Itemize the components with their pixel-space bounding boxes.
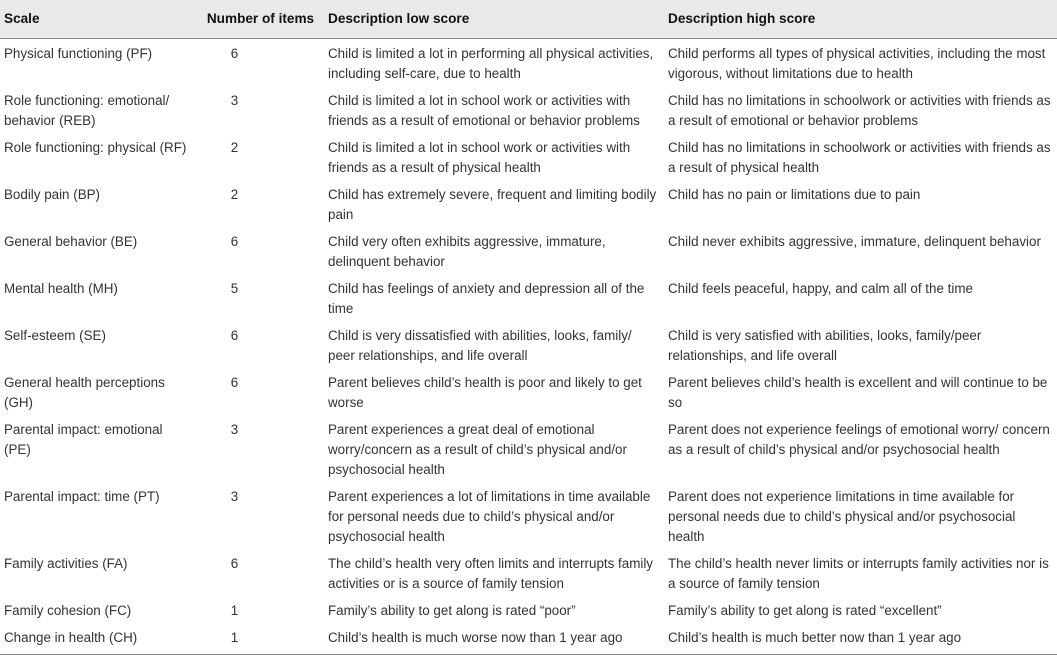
cell-number-of-items: 3 bbox=[230, 422, 239, 437]
cell-number-of-items: 6 bbox=[230, 46, 239, 61]
table-header bbox=[0, 0, 1057, 39]
table-row bbox=[0, 180, 1057, 227]
cell-scale: Parental impact: emotional (PE) bbox=[4, 422, 163, 457]
cell-number-of-items: 1 bbox=[230, 603, 239, 618]
cell-number-of-items: 6 bbox=[230, 375, 239, 390]
table-row bbox=[0, 415, 1057, 482]
cell-description-low: Child has extremely severe, frequent and limiting bodily pain bbox=[328, 187, 657, 222]
cell-description-high: Child is very satisfied with abilities, looks, family/peer relationships, and life overall bbox=[668, 328, 982, 363]
header-number-of-items: Number of items bbox=[197, 0, 324, 39]
cell-scale: Parental impact: time (PT) bbox=[4, 489, 160, 504]
cell-number-of-items: 5 bbox=[230, 281, 239, 296]
cell-scale: Role functioning: emotional/ behavior (REB) bbox=[4, 93, 170, 128]
cell-description-high: Child has no pain or limitations due to pain bbox=[668, 187, 921, 202]
cell-number-of-items: 6 bbox=[230, 234, 239, 249]
cell-scale: General behavior (BE) bbox=[4, 234, 138, 249]
table-row bbox=[0, 133, 1057, 180]
cell-description-low: Child very often exhibits aggressive, immature, delinquent behavior bbox=[328, 234, 606, 269]
cell-description-high: Child feels peaceful, happy, and calm all of the time bbox=[668, 281, 973, 296]
cell-description-low: Parent experiences a lot of limitations in time available for personal needs due to child’s physical and/or psychosocial health bbox=[328, 489, 651, 544]
header-row bbox=[0, 0, 1057, 39]
cell-description-low: Parent believes child’s health is poor and likely to get worse bbox=[328, 375, 642, 410]
cell-description-low: Child is limited a lot in performing all physical activities, including self-care, due to health bbox=[328, 46, 654, 81]
cell-scale: Physical functioning (PF) bbox=[4, 46, 153, 61]
cell-description-high: Parent does not experience limitations in time available for personal needs due to child’s physical and/or psychosocial health bbox=[668, 489, 1016, 544]
cell-number-of-items: 2 bbox=[230, 140, 239, 155]
cell-number-of-items: 6 bbox=[230, 328, 239, 343]
cell-number-of-items: 6 bbox=[230, 556, 239, 571]
cell-number-of-items: 1 bbox=[197, 623, 324, 655]
cell-description-high: Child never exhibits aggressive, immature, delinquent behavior bbox=[668, 234, 1041, 249]
cell-scale: Self-esteem (SE) bbox=[4, 328, 106, 343]
table-row bbox=[0, 623, 1057, 655]
cell-number-of-items: 3 bbox=[230, 93, 239, 108]
table-row bbox=[0, 86, 1057, 133]
table-body bbox=[0, 39, 1057, 655]
cell-description-low: Child has feelings of anxiety and depression all of the time bbox=[328, 281, 645, 316]
table-row bbox=[0, 596, 1057, 623]
cell-description-high: Parent does not experience feelings of emotional worry/ concern as a result of child’s physical and/or psychosocial health bbox=[668, 422, 1050, 457]
header-description-high: Description high score bbox=[664, 0, 1057, 39]
cell-scale: Change in health (CH) bbox=[0, 623, 197, 655]
header-description-low: Description low score bbox=[324, 0, 664, 39]
table-row bbox=[0, 368, 1057, 415]
table-row bbox=[0, 39, 1057, 87]
cell-number-of-items: 2 bbox=[230, 187, 239, 202]
cell-scale: Role functioning: physical (RF) bbox=[4, 140, 187, 155]
cell-scale: General health perceptions (GH) bbox=[4, 375, 165, 410]
cell-description-low: Child’s health is much worse now than 1 year ago bbox=[324, 623, 664, 655]
header-scale: Scale bbox=[0, 0, 197, 39]
table-row bbox=[0, 274, 1057, 321]
table-row bbox=[0, 549, 1057, 596]
cell-description-low: The child’s health very often limits and interrupts family activities or is a source of family tension bbox=[328, 556, 653, 591]
table-row bbox=[0, 482, 1057, 549]
cell-description-low: Child is very dissatisfied with abilities, looks, family/ peer relationships, and life overall bbox=[328, 328, 632, 363]
cell-description-high: Parent believes child’s health is excellent and will continue to be so bbox=[668, 375, 1048, 410]
cell-description-low: Family’s ability to get along is rated “poor” bbox=[328, 603, 576, 618]
cell-scale: Mental health (MH) bbox=[4, 281, 118, 296]
table-row bbox=[0, 321, 1057, 368]
cell-description-high: Child has no limitations in schoolwork or activities with friends as a result of physical health bbox=[668, 140, 1051, 175]
cell-description-low: Child is limited a lot in school work or activities with friends as a result of emotional or behavior problems bbox=[328, 93, 640, 128]
cell-description-high: Child has no limitations in schoolwork or activities with friends as a result of emotional or behavior problems bbox=[668, 93, 1051, 128]
cell-description-high: Family’s ability to get along is rated “excellent” bbox=[668, 603, 942, 618]
cell-scale: Family cohesion (FC) bbox=[4, 603, 132, 618]
cell-description-low: Parent experiences a great deal of emotional worry/concern as a result of child’s physical and/or psychosocial health bbox=[328, 422, 627, 477]
cell-description-high: The child’s health never limits or interrupts family activities nor is a source of family tension bbox=[668, 556, 1049, 591]
cell-scale: Family activities (FA) bbox=[4, 556, 128, 571]
cell-number-of-items: 3 bbox=[230, 489, 239, 504]
cell-description-high: Child’s health is much better now than 1 year ago bbox=[664, 623, 1057, 655]
cell-description-high: Child performs all types of physical activities, including the most vigorous, without limitations due to health bbox=[668, 46, 1046, 81]
table-row bbox=[0, 227, 1057, 274]
cell-description-low: Child is limited a lot in school work or activities with friends as a result of physical health bbox=[328, 140, 631, 175]
cell-scale: Bodily pain (BP) bbox=[4, 187, 101, 202]
